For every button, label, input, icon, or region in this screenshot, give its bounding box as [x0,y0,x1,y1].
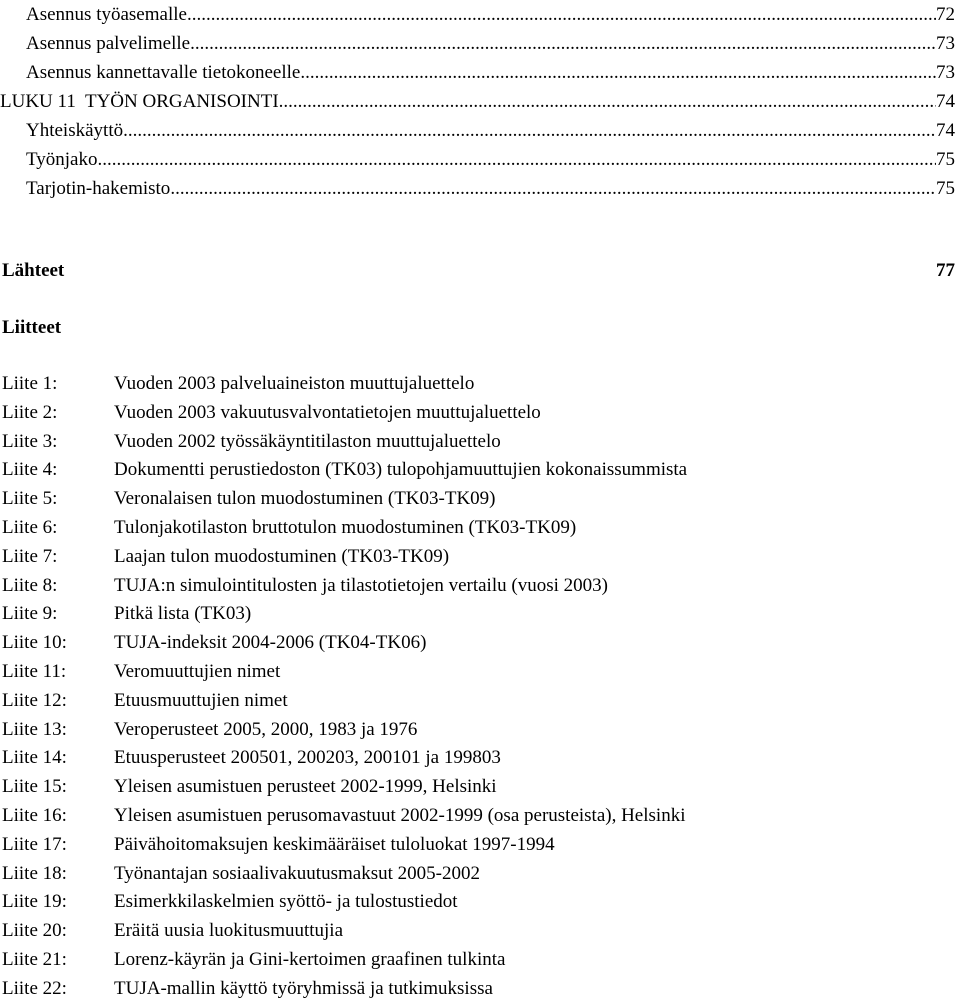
appendix-number: Liite 2: [2,401,58,423]
appendix-number: Liite 21: [2,948,67,970]
appendix-item[interactable] [2,485,952,514]
toc-leader-dots [187,0,936,29]
appendix-title: Yleisen asumistuen perusomavastuut 2002-1999 (osa perusteista), Helsinki [114,804,686,826]
appendix-number: Liite 6: [2,516,58,538]
appendix-item[interactable] [2,572,952,601]
toc-entry[interactable] [26,145,955,174]
appendix-number: Liite 10: [2,632,67,654]
appendix-title: Veronalaisen tulon muodostuminen (TK03-TK09) [114,488,496,510]
toc-entry-label: Yhteiskäyttö [26,120,124,141]
toc-entry-label: Työnjako [26,149,98,170]
appendix-title: Yleisen asumistuen perusteet 2002-1999, Helsinki [114,776,497,798]
appendix-title: Etuusmuuttujien nimet [114,689,288,711]
appendix-title: Vuoden 2002 työssäkäyntitilaston muuttujaluettelo [114,430,501,452]
appendix-number: Liite 13: [2,718,67,740]
appendix-item[interactable] [2,716,952,745]
appendix-number: Liite 7: [2,545,58,567]
appendix-number: Liite 1: [2,373,58,394]
toc-entry[interactable] [26,116,955,145]
appendix-number: Liite 14: [2,747,67,769]
appendix-number: Liite 19: [2,891,67,913]
toc-leader-dots [170,174,936,203]
appendix-number: Liite 5: [2,488,58,510]
appendix-number: Liite 9: [2,603,58,625]
appendix-item[interactable] [2,687,952,716]
appendix-number: Liite 18: [2,862,67,884]
appendix-title: Lorenz-käyrän ja Gini-kertoimen graafinen tulkinta [114,948,506,970]
appendix-item[interactable] [2,831,952,860]
appendix-item[interactable] [2,946,952,975]
toc-leader-dots [98,145,937,174]
table-of-contents [0,0,955,203]
toc-leader-dots [190,29,936,58]
appendix-item[interactable] [2,428,952,457]
section-title: Lähteet [2,260,65,281]
appendix-item[interactable] [2,543,952,572]
appendix-title: TUJA-mallin käyttö työryhmissä ja tutkimuksissa [114,977,493,999]
toc-entry-page: 75 [936,149,955,170]
toc-entry-label: Asennus kannettavalle tietokoneelle [26,62,301,83]
toc-entry-label: LUKU 11 TYÖN ORGANISOINTI [0,91,279,112]
appendix-number: Liite 20: [2,920,67,942]
appendix-title: Veromuuttujien nimet [114,660,281,682]
appendix-title: Tulonjakotilaston bruttotulon muodostuminen (TK03-TK09) [114,516,577,538]
appendix-item[interactable] [2,860,952,889]
appendix-item[interactable] [2,629,952,658]
toc-entry[interactable] [26,174,955,203]
appendix-item[interactable] [2,399,952,428]
appendix-item[interactable] [2,917,952,946]
appendix-title: TUJA:n simulointitulosten ja tilastotietojen vertailu (vuosi 2003) [114,574,608,596]
appendix-item[interactable] [2,744,952,773]
toc-entry-page: 73 [936,33,955,54]
toc-leader-dots [279,87,936,116]
appendix-item[interactable] [2,773,952,802]
appendix-title: Laajan tulon muodostuminen (TK03-TK09) [114,545,450,567]
section-title: Liitteet [2,317,62,338]
section-page: 77 [936,260,955,281]
appendix-item[interactable] [2,514,952,543]
appendix-title: TUJA-indeksit 2004-2006 (TK04-TK06) [114,632,427,654]
appendix-list [2,370,952,1004]
appendix-number: Liite 22: [2,977,67,999]
appendix-item[interactable] [2,370,952,399]
appendix-title: Vuoden 2003 palveluaineiston muuttujaluettelo [114,373,475,394]
toc-entry-page: 74 [936,91,955,112]
appendix-title: Etuusperusteet 200501, 200203, 200101 ja 199803 [114,747,501,769]
appendix-title: Vuoden 2003 vakuutusvalvontatietojen muuttujaluettelo [114,401,541,423]
toc-entry[interactable] [26,0,955,29]
appendix-title: Dokumentti perustiedoston (TK03) tulopohjamuuttujien kokonaissummista [114,459,688,481]
appendix-title: Pitkä lista (TK03) [114,603,252,625]
toc-entry[interactable] [0,87,955,116]
appendix-number: Liite 16: [2,804,67,826]
toc-leader-dots [300,58,936,87]
appendix-title: Päivähoitomaksujen keskimääräiset tuloluokat 1997-1994 [114,833,555,855]
toc-entry-page: 74 [936,120,955,141]
section-heading-lahteet[interactable] [2,256,955,285]
appendix-number: Liite 17: [2,833,67,855]
appendix-item[interactable] [2,975,952,1004]
appendix-number: Liite 11: [2,660,67,682]
toc-entry-label: Asennus palvelimelle [26,33,191,54]
toc-entry-label: Tarjotin-hakemisto [26,178,171,199]
appendix-item[interactable] [2,600,952,629]
toc-entry[interactable] [26,29,955,58]
appendix-item[interactable] [2,658,952,687]
toc-entry-page: 75 [936,178,955,199]
appendix-item[interactable] [2,802,952,831]
toc-entry[interactable] [26,58,955,87]
appendix-item[interactable] [2,888,952,917]
appendix-title: Veroperusteet 2005, 2000, 1983 ja 1976 [114,718,418,740]
toc-entry-page: 72 [936,4,955,25]
appendix-title: Esimerkkilaskelmien syöttö- ja tulostustiedot [114,891,458,913]
section-heading-liitteet[interactable] [2,313,955,342]
toc-leader-dots [123,116,936,145]
toc-entry-page: 73 [936,62,955,83]
toc-entry-label: Asennus työasemalle [26,4,187,25]
appendix-number: Liite 8: [2,574,58,596]
appendix-number: Liite 4: [2,459,58,481]
appendix-number: Liite 3: [2,430,58,452]
appendix-number: Liite 15: [2,776,67,798]
appendix-title: Eräitä uusia luokitusmuuttujia [114,920,344,942]
appendix-title: Työnantajan sosiaalivakuutusmaksut 2005-2002 [114,862,480,884]
appendix-item[interactable] [2,456,952,485]
appendix-number: Liite 12: [2,689,67,711]
